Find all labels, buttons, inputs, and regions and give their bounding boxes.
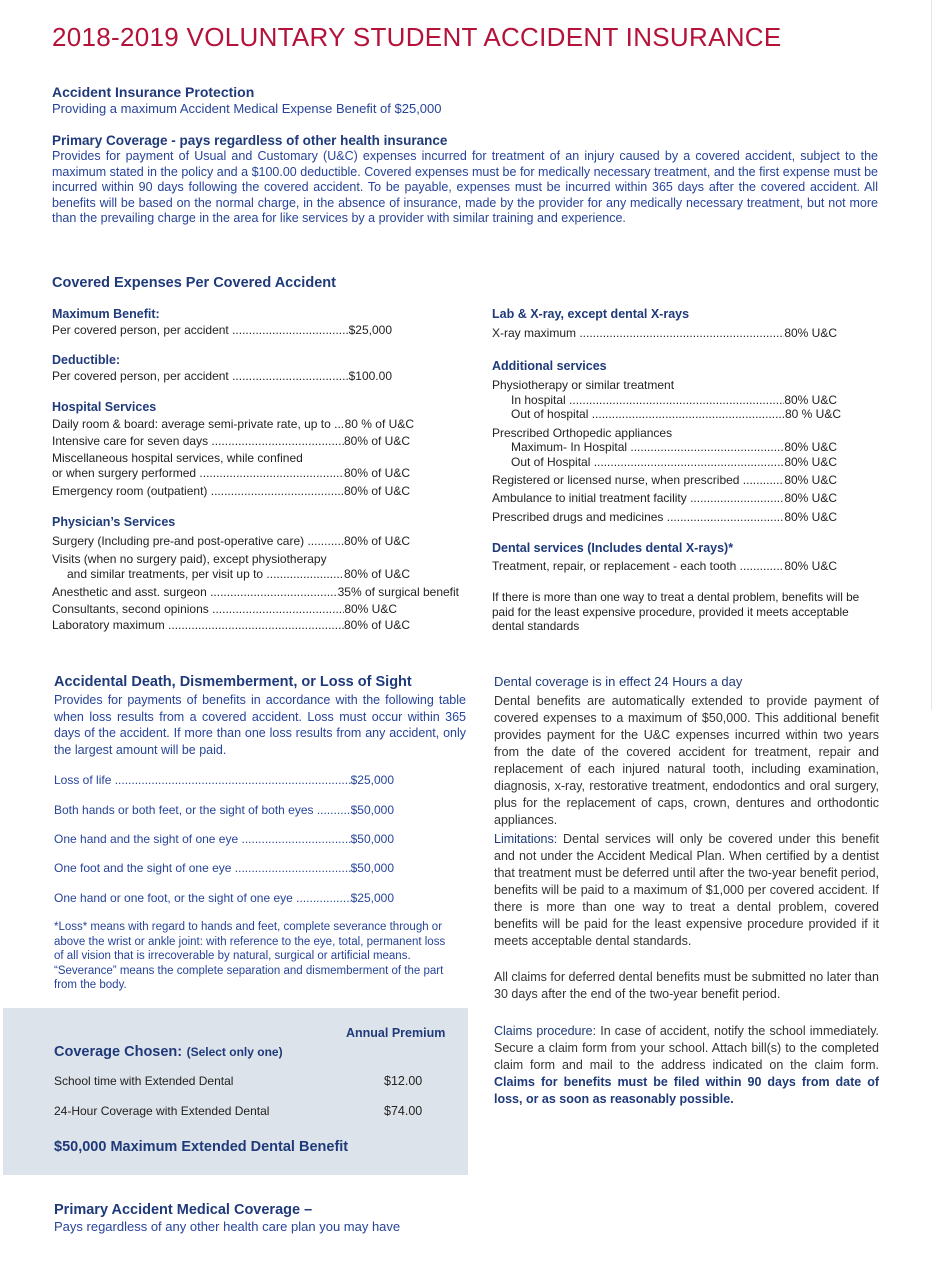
limitations-text: Dental services will only be covered under this benefit and not under the Accident Medical Plan. When certified by a dentist that treatment must be deferred until after the two-year benefit period, benefits will be paid to a maximum of $1,000 per covered accident. If there is more than one way to treat a dental problem, covered benefits will be paid for the least expensive procedure provided if it meets acceptable dental standards. [494,832,879,948]
deferred-claims-text: All claims for deferred dental benefits must be submitted no later than 30 days after the end of the two-year benefit period. [494,970,879,1001]
row-value: $25,000 [350,891,394,905]
row-value: 80% of U&C [343,484,410,498]
row-label: Intensive care for seven days ..... [52,434,344,448]
additional-row [511,393,837,407]
option-24-hour[interactable]: 24-Hour Coverage with Extended Dental [54,1104,270,1118]
row-label: Consultants, second opinions ..... [52,602,344,616]
coverage-chosen-heading [54,1043,283,1061]
physician-row [52,602,397,616]
limitations-label: Limitations: [494,832,558,846]
additional-row [511,455,837,469]
dental-coverage-heading: Dental coverage is in effect 24 Hours a day [494,674,743,689]
row-value: 80% U&C [784,491,837,505]
hospital-misc-line: Miscellaneous hospital services, while confined [52,451,303,465]
max-benefit-head: Maximum Benefit: [52,307,160,321]
row-label: Prescribed drugs and medicines ..... [492,510,784,524]
row-label: Emergency room (outpatient) ..... [52,484,344,498]
row-label: or when surgery performed ..... [52,466,344,480]
row-label: One foot and the sight of one eye ..... [54,861,351,875]
lab-row [492,326,837,340]
footer-text: Pays regardless of any other health care plan you may have [54,1219,401,1234]
row-value: $50,000 [350,861,394,875]
additional-head: Additional services [492,359,607,373]
physician-row [52,585,459,599]
physician-row [52,534,410,548]
row-label: Registered or licensed nurse, when prescribed ..... [492,473,784,487]
add-heading: Accidental Death, Dismemberment, or Loss of Sight [54,674,412,690]
add-row [54,861,394,875]
row-value: 80% U&C [784,473,837,487]
row-value: 80 % of U&C [344,417,414,431]
page-title: 2018-2019 VOLUNTARY STUDENT ACCIDENT INSURANCE [52,22,782,52]
row-value: 80 % U&C [784,407,841,421]
additional-row [511,407,841,421]
row-label: Both hands or both feet, or the sight of both eyes ..... [54,803,351,817]
row-value: $50,000 [350,832,394,846]
row-value: 80% of U&C [343,567,410,581]
row-label: and similar treatments, per visit up to ..... [67,567,344,581]
row-label: Maximum- In Hospital ..... [511,440,784,454]
protection-subheading: Providing a maximum Accident Medical Expense Benefit of $25,000 [52,101,442,116]
physio-line: Physiotherapy or similar treatment [492,378,675,392]
physician-visits-line: Visits (when no surgery paid), except physiotherapy [52,552,327,566]
additional-row [511,440,837,454]
dental-note: If there is more than one way to treat a dental problem, benefits will be paid for the least expensive procedure, provided it meets acceptable dental standards [492,590,860,633]
covered-heading: Covered Expenses Per Covered Accident [52,275,336,291]
deductible-head: Deductible: [52,353,121,367]
footer-heading: Primary Accident Medical Coverage – [54,1202,313,1218]
loss-definition-note: *Loss* means with regard to hands and feet, complete severance through or above the wrist or ankle joint: with reference to the eye, total, permanent loss of all vision that is irrecoverable by natural, surgical or artificial means. “Severance” means the complete separation and dismemberment of the part from the body. [54,921,446,991]
dental-coverage-text: Dental benefits are automatically extended to provide payment of covered expenses to a maximum of $50,000. This additional benefit provides payment for the U&C expenses incurred within two years from the date of the covered accident for treatment, repair and replacement of each injured natural tooth, including examination, diagnosis, x-ray, restorative treatment, endodontics and oral surgery, plus for the replacement of caps, crown, dentures and orthodontic appliances. [494,694,879,827]
claims-paragraph [494,1023,879,1108]
physician-row [67,567,410,581]
add-row [54,891,394,905]
claims-text: In case of accident, notify the school immediately. Secure a claim form from your school. Attach bill(s) to the completed claim form and mail to the address indicated on the claim form. [494,1024,879,1072]
option-24-hour-price: $74.00 [384,1104,423,1118]
row-value: 80% U&C [784,455,837,469]
row-label: In hospital ..... [511,393,784,407]
row-label: One hand and the sight of one eye ..... [54,832,351,846]
physician-head: Physician’s Services [52,515,176,529]
row-value: 80% U&C [784,559,837,573]
row-label: Treatment, repair, or replacement - each tooth ..... [492,559,784,573]
additional-row [492,473,837,487]
option-school-time-price: $12.00 [384,1074,423,1088]
row-value: 80% U&C [784,326,837,340]
coverage-chosen-label: Coverage Chosen: [54,1044,183,1060]
row-value: $50,000 [350,803,394,817]
row-value: $100.00 [348,369,392,383]
row-value: 80% of U&C [343,466,410,480]
hospital-row [52,434,410,448]
row-value: 80% of U&C [343,618,410,632]
row-value: 80% U&C [344,602,397,616]
claims-label: Claims procedure: [494,1024,597,1038]
coverage-chosen-note: (Select only one) [186,1045,283,1059]
annual-premium-head: Annual Premium [346,1026,446,1040]
row-value: 80% U&C [784,393,837,407]
protection-heading: Accident Insurance Protection [52,84,255,100]
option-school-time[interactable]: School time with Extended Dental [54,1074,234,1088]
row-value: 80% of U&C [343,534,410,548]
row-label: Surgery (Including pre-and post-operative care) ..... [52,534,344,548]
row-label: Out of Hospital ..... [511,455,784,469]
limitations-paragraph [494,831,879,950]
row-value: 80% U&C [784,510,837,524]
max-dental-benefit: $50,000 Maximum Extended Dental Benefit [54,1139,349,1155]
dental-row [492,559,837,573]
row-value: 35% of surgical benefit [337,585,459,599]
hospital-row [52,417,414,431]
add-row [54,803,394,817]
add-row [54,832,394,846]
hospital-row [52,466,410,480]
row-label: Per covered person, per accident ..... [52,323,349,337]
row-label: One hand or one foot, or the sight of one eye ..... [54,891,351,905]
hospital-row [52,484,410,498]
ortho-line: Prescribed Orthopedic appliances [492,426,673,440]
row-label: Loss of life ..... [54,773,351,787]
row-label: X-ray maximum ..... [492,326,784,340]
row-label: Per covered person, per accident ..... [52,369,349,383]
row-label: Anesthetic and asst. surgeon ..... [52,585,338,599]
claims-bold-text: Claims for benefits must be filed within 90 days from date of loss, or as soon as reasonably possible. [494,1075,879,1106]
additional-row [492,491,837,505]
dental-head: Dental services (Includes dental X-rays)* [492,541,734,555]
primary-text: Provides for payment of Usual and Customary (U&C) expenses incurred for treatment of an injury caused by a covered accident, subject to the maximum stated in the policy and a $100.00 deductible. Covered expenses must be for medically necessary treatment, and the first expense must be incurred within 90 days following the covered accident. To be payable, expenses must be incurred within 365 days after the covered accident. All benefits will be based on the normal charge, in the absence of insurance, made by the provider for any medically necessary treatment, but not more than the prevailing charge in the area for like services by a provider with similar training and experience. [52,149,878,226]
row-value: $25,000 [348,323,392,337]
row-label: Out of hospital ..... [511,407,785,421]
row-value: 80% of U&C [343,434,410,448]
deductible-row [52,369,392,383]
physician-row [52,618,410,632]
row-label: Daily room & board: average semi-private rate, up to ..... [52,417,345,431]
add-text: Provides for payments of benefits in accordance with the following table when loss results from a covered accident. Loss must occur within 365 days of the accident. If more than one loss results from any accident, only the largest amount will be paid. [54,693,466,757]
max-benefit-row [52,323,392,337]
add-row [54,773,394,787]
row-value: $25,000 [350,773,394,787]
row-value: 80% U&C [784,440,837,454]
lab-head: Lab & X-ray, except dental X-rays [492,307,690,321]
row-label: Laboratory maximum ..... [52,618,344,632]
hospital-head: Hospital Services [52,400,157,414]
primary-heading: Primary Coverage - pays regardless of other health insurance [52,133,448,148]
additional-row [492,510,837,524]
row-label: Ambulance to initial treatment facility ..... [492,491,784,505]
